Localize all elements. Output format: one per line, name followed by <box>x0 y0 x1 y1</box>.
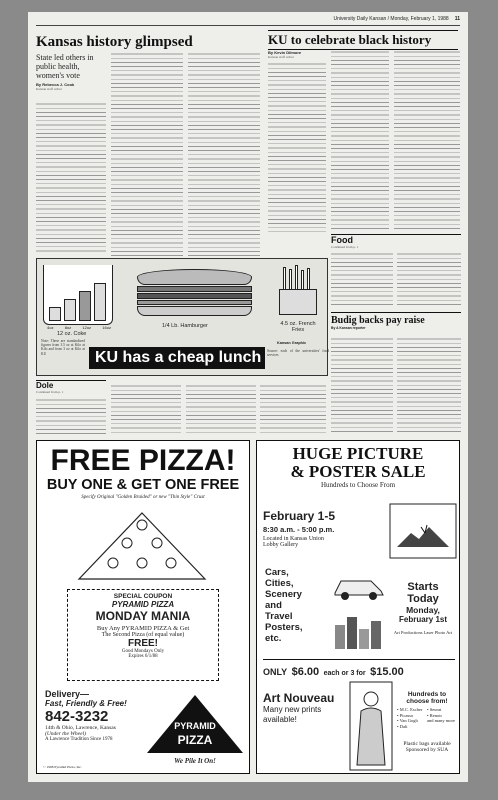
story1-body-col1 <box>36 102 106 252</box>
bar-label-1: 4oz <box>47 325 54 330</box>
bar-label-4: 16oz <box>102 325 111 330</box>
artists-list <box>397 707 457 729</box>
poster-sale-ad <box>256 440 460 774</box>
dole-body-col2 <box>111 384 181 434</box>
artist-5: • Seurat <box>427 707 442 712</box>
price-only: ONLY <box>263 667 288 677</box>
poster-nouveau: Art Nouveau <box>263 691 335 705</box>
category-1: Cars, <box>265 567 289 578</box>
graphic-credit: Kansan Graphic <box>277 341 307 345</box>
coupon-expires: Expires 6/1/88 <box>128 654 158 659</box>
poster-headline2: & POSTER SALE <box>290 462 426 481</box>
artist-3: • Van Gogh <box>397 718 418 723</box>
folio-page-number: 11 <box>454 16 460 22</box>
category-2: Cities, <box>265 578 294 589</box>
dole-body-col1 <box>36 398 106 434</box>
poster-hours: 8:30 a.m. - 5:00 p.m. <box>263 525 335 534</box>
dole-body-col4 <box>260 384 326 434</box>
story2-body-col3 <box>394 50 460 232</box>
coupon-second: The Second Pizza (of equal value) <box>101 632 185 638</box>
poster-plastic: Plastic bags available <box>403 741 451 747</box>
story1-deck: State led others in public health, women's vote <box>36 53 94 80</box>
pyramid-pizza-logo <box>145 693 245 755</box>
bar-label-2: 8oz <box>64 325 72 330</box>
artist-6: • Renoir <box>427 712 442 718</box>
dole-body-col3 <box>186 384 256 434</box>
cheap-lunch-graphic <box>36 258 328 376</box>
monday-mania-coupon[interactable] <box>67 589 219 681</box>
artist-7: and many more <box>427 718 455 723</box>
cup-size-bars <box>49 281 109 321</box>
car-illustration <box>331 565 387 605</box>
dole-continued: Continued from p. 1 <box>36 390 64 394</box>
pizza-fast: Fast, Friendly & Free! <box>45 699 127 708</box>
food-jump <box>331 234 461 249</box>
price-mid: each or 3 for <box>323 670 366 677</box>
story2-staff: Kansan staff writer <box>268 55 294 59</box>
hundreds-block <box>397 691 457 729</box>
coupon-mania: MONDAY MANIA <box>95 609 191 623</box>
price-each: $6.00 <box>291 666 320 678</box>
coupon-buy-any: Buy Any PYRAMID PIZZA & Get <box>96 625 190 632</box>
hamburger-label: 1/4 Lb. Hamburger <box>162 323 208 329</box>
poster-sponsored: Sponsored by SUA <box>405 747 449 753</box>
cup-size-labels <box>47 325 111 330</box>
pizza-copyright: © 1988 Pyramid Pizza, Inc. <box>43 765 82 769</box>
poster-lobby: Lobby Gallery <box>263 542 299 548</box>
coke-label: 12 oz. Coke <box>57 331 87 337</box>
story2-body-col1 <box>268 62 326 232</box>
pizza-tradition: A Lawrence Tradition Since 1978 <box>45 737 113 742</box>
logo-text-2: PIZZA <box>177 733 213 747</box>
artist-4: • Dali <box>397 723 408 729</box>
coupon-brand: PYRAMID PIZZA <box>111 600 175 609</box>
story-budig <box>331 312 461 330</box>
story2-headline: KU to celebrate black history <box>268 32 432 47</box>
story2-body-col2 <box>331 50 389 232</box>
dole-jump <box>36 380 106 394</box>
poster-price <box>263 659 455 680</box>
category-5: Travel <box>265 611 293 622</box>
poster-hundreds: Hundreds to choose from! <box>406 691 448 705</box>
coupon-free: FREE! <box>128 638 158 649</box>
food-body-col2 <box>397 252 461 307</box>
story1-staff: Kansan staff writer <box>36 87 62 91</box>
art-nouveau-block <box>263 691 353 725</box>
poster-dates: February 1-5 <box>263 509 336 523</box>
budig-body-col1 <box>331 337 393 434</box>
pizza-specially: Specify Original "Golden Braided" or new "Thin Style" Crust <box>81 495 205 500</box>
coupon-good: Good Mondays Only <box>121 649 165 654</box>
folio-paper: University Daily Kansan / Monday, February 1, 1988 <box>333 16 449 22</box>
city-illustration <box>331 611 387 651</box>
pizza-headline2: BUY ONE & GET ONE FREE <box>46 477 240 493</box>
starts-today-block <box>389 581 457 635</box>
logo-text-1: PYRAMID <box>174 721 216 731</box>
poster-headline1: HUGE PICTURE <box>292 444 424 463</box>
graphic-note: Note: These are standardized figures from 3.5 oz at Kilo at Kilo and from 3 oz at Kilo at KU <box>41 339 85 356</box>
budig-byline: By A Kansan reporter <box>331 326 366 330</box>
budig-body-col2 <box>397 337 461 434</box>
poster-categories <box>265 567 335 644</box>
story1-headline: Kansas history glimpsed <box>36 34 193 50</box>
category-3: Scenery <box>265 589 302 600</box>
poster-today: Today <box>407 593 439 605</box>
poster-art-productions: Art Productions Laser Photo Art <box>393 630 453 635</box>
story1-body-col2 <box>111 52 183 257</box>
category-4: and <box>265 600 282 611</box>
pizza-phone[interactable]: 842-3232 <box>45 708 109 725</box>
hamburger-icon <box>137 269 252 321</box>
pizza-slogan: We Pile It On! <box>174 757 216 765</box>
price-three: $15.00 <box>370 666 404 678</box>
newspaper-page <box>28 12 468 782</box>
page-folio <box>36 16 460 26</box>
poster-monday: Monday, <box>406 605 440 615</box>
food-body-col1 <box>331 252 393 307</box>
food-continued: Continued from p. 1 <box>331 245 359 249</box>
story2-byline-block <box>268 50 328 59</box>
story2-byline: By Kevin Dilmore <box>268 50 302 55</box>
poster-many: Many new prints available! <box>263 705 322 724</box>
category-7: etc. <box>265 633 282 644</box>
poster-footer <box>395 741 459 753</box>
food-headline: Food <box>331 235 353 245</box>
budig-headline: Budig backs pay raise <box>331 315 425 326</box>
poster-details <box>263 509 388 548</box>
poster-located: Located in Kansas Union <box>263 536 324 542</box>
artist-2: • Picasso <box>397 712 414 718</box>
graphic-source: Source: each of the universities' food services <box>267 349 329 358</box>
artist-1: • M.C. Escher <box>397 707 423 712</box>
art-nouveau-figure-illustration <box>349 681 393 771</box>
pizza-contact <box>45 689 145 742</box>
category-6: Posters, <box>265 622 303 633</box>
coupon-title: SPECIAL COUPON <box>113 593 173 600</box>
pizza-delivery: Delivery— <box>45 689 90 699</box>
pyramid-people-illustration <box>77 511 207 581</box>
poster-choose: Hundreds to Choose From <box>320 481 396 489</box>
french-fries-icon <box>277 267 319 317</box>
pizza-headline1: FREE PIZZA! <box>50 444 236 477</box>
story1-byline: By Rebecca J. Cook <box>36 82 75 87</box>
dole-headline: Dole <box>36 381 54 390</box>
bar-label-3: 12oz <box>82 325 92 330</box>
pizza-address: 14th & Ohio, Lawrence, Kansas <box>45 725 116 731</box>
story1-body-col3 <box>188 52 260 257</box>
fries-label: 4.5 oz. French Fries <box>280 321 316 333</box>
poster-feb: February 1st <box>398 615 448 624</box>
poster-starts: Starts <box>407 581 439 593</box>
cheap-lunch-banner: KU has a cheap lunch <box>89 347 265 369</box>
pyramid-pizza-ad <box>36 440 250 774</box>
deer-poster-illustration <box>389 503 457 559</box>
story-black-history <box>268 30 458 50</box>
pizza-under: (Under the Wheel) <box>45 731 86 737</box>
